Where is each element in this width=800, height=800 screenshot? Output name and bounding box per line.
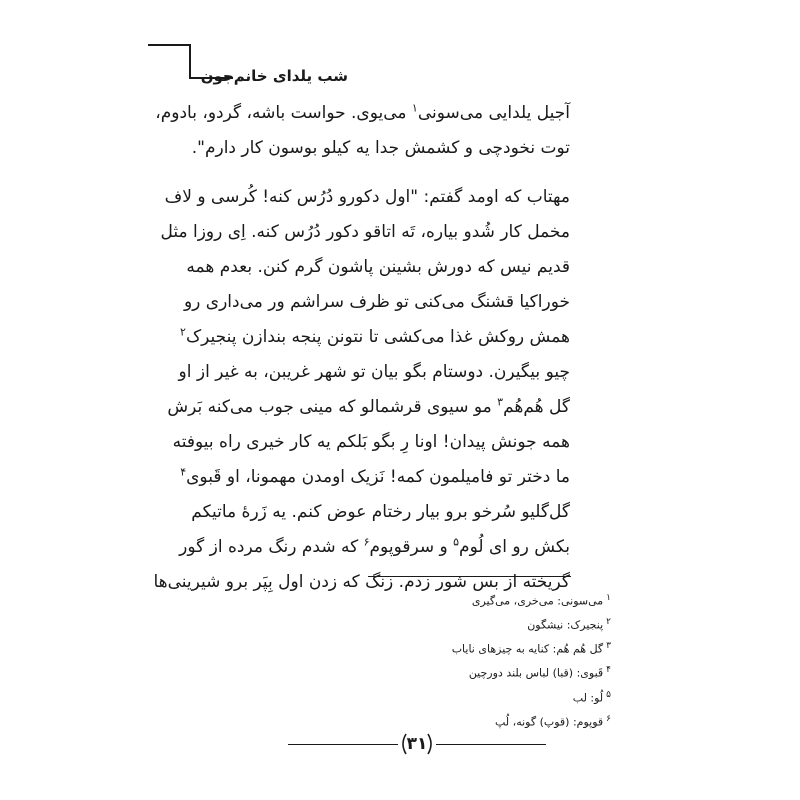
text-line: خوراکیا قشنگ می‌کنی تو ظرف سراشم ور می‌داری رو bbox=[183, 292, 570, 312]
text-line bbox=[180, 460, 570, 495]
text-line: توت نخودچی و کشمش جدا یه کیلو بوسون کار دارم". bbox=[191, 138, 570, 158]
text-line: چیو بیگیرن. دوستام بگو بیان تو شهر غریبن، به غیر از او bbox=[178, 362, 570, 382]
text-line: مهتاب که اومد گفتم: "اول دکورو دُرُس کنه! کُرسی و لاف bbox=[164, 187, 570, 207]
text-segment: گل هُم‌هُم bbox=[503, 397, 570, 417]
running-header-title: شب یلدای خانم‌جون bbox=[200, 67, 348, 85]
text-segment: و سرقوپوم bbox=[369, 537, 454, 557]
header-frame-top-line bbox=[148, 44, 191, 46]
page-number-rule-left bbox=[288, 744, 398, 745]
footnote-text: قوپوم: (قوپ) گونه، لُپ bbox=[495, 715, 604, 729]
text-segment: ما دختر تو فامیلمون کمه! نَزیک اومدن مهمونا، او قَبوی bbox=[186, 467, 570, 487]
header-frame-vertical-line bbox=[189, 44, 191, 78]
text-segment: بکش رو ای لُوم bbox=[459, 537, 570, 557]
page-number bbox=[398, 731, 436, 757]
text-segment: که شدم رنگ مرده از گور bbox=[179, 537, 364, 557]
footnote-text: می‌سونی: می‌خری، می‌گیری bbox=[471, 594, 604, 608]
footnote-ref-6[interactable]: ۶ bbox=[363, 535, 370, 549]
footnote-item bbox=[380, 685, 611, 709]
text-line: مخمل کار شُدو بیاره، تَه اتاقو دکور دُرُس کنه. اِی روزا مثل bbox=[160, 222, 570, 242]
paragraph-gap bbox=[232, 166, 570, 180]
footnote-ref-3[interactable]: ۳ bbox=[497, 395, 504, 409]
text-segment: می‌یوی. حواست باشه، گردو، بادوم، bbox=[155, 103, 412, 123]
footnote-separator-rule bbox=[368, 576, 571, 577]
page-number-rule-right bbox=[436, 744, 546, 745]
text-line bbox=[167, 390, 570, 425]
footnote-text: قَبوی: (قبا) لباس بلند دورچین bbox=[468, 667, 604, 681]
footnote-item bbox=[380, 588, 611, 612]
paragraph-2 bbox=[153, 180, 570, 600]
footnote-number: ۴ bbox=[606, 665, 611, 676]
footnote-number: ۶ bbox=[606, 713, 611, 724]
text-line: گل‌گلیو سُرخو برو بیار رختام عوض کنم. یه زَرهٔ ماتیکم bbox=[191, 502, 570, 522]
text-line bbox=[155, 96, 570, 131]
body-text bbox=[153, 96, 570, 600]
text-line: قدیم نیس که دورش بشینن پاشون گرم کنن. بعدم همه bbox=[186, 257, 570, 277]
footnote-item bbox=[380, 709, 611, 733]
paragraph-1 bbox=[155, 96, 570, 166]
footnote-ref-5[interactable]: ۵ bbox=[453, 535, 460, 549]
footnote-number: ۲ bbox=[606, 617, 611, 628]
footnote-number: ۱ bbox=[606, 593, 611, 603]
text-line bbox=[179, 530, 570, 565]
text-line bbox=[180, 320, 570, 355]
text-segment: آجیل یلدایی می‌سونی bbox=[417, 103, 570, 123]
text-segment: همش روکش غذا می‌کشی تا نتونن پنجه بندازن پنجیرک bbox=[185, 327, 570, 347]
footnotes bbox=[380, 588, 611, 733]
text-line: همه جونش پیدان! اونا رِ بگو بَلکم یه کار خیری راه بیوفته bbox=[172, 432, 570, 452]
page-number-text: ۳۱ bbox=[406, 734, 428, 754]
text-segment: مو سیوی قرشمالو که مینی جوب می‌کنه بَرش bbox=[167, 397, 498, 417]
footnote-ref-1[interactable]: ۱ bbox=[411, 101, 418, 115]
footnote-text: لُو: لب bbox=[572, 691, 604, 705]
footnote-item bbox=[380, 612, 611, 636]
text-line: گریخته از بس شور زدم. زنگ که زدن اول بِپَر برو شیرینی‌ها bbox=[153, 572, 570, 592]
footnote-text: گل هُم هُم: کنایه به چیزهای نایاب bbox=[451, 642, 604, 656]
footnote-ref-2[interactable]: ۲ bbox=[180, 325, 186, 339]
footnote-text: پنجیرک: نیشگون bbox=[527, 618, 604, 632]
footnote-number: ۳ bbox=[606, 641, 611, 652]
footnote-item bbox=[380, 660, 611, 684]
footnote-number: ۵ bbox=[606, 689, 611, 700]
footnote-ref-4[interactable]: ۴ bbox=[180, 465, 187, 479]
footnote-item bbox=[380, 636, 611, 660]
